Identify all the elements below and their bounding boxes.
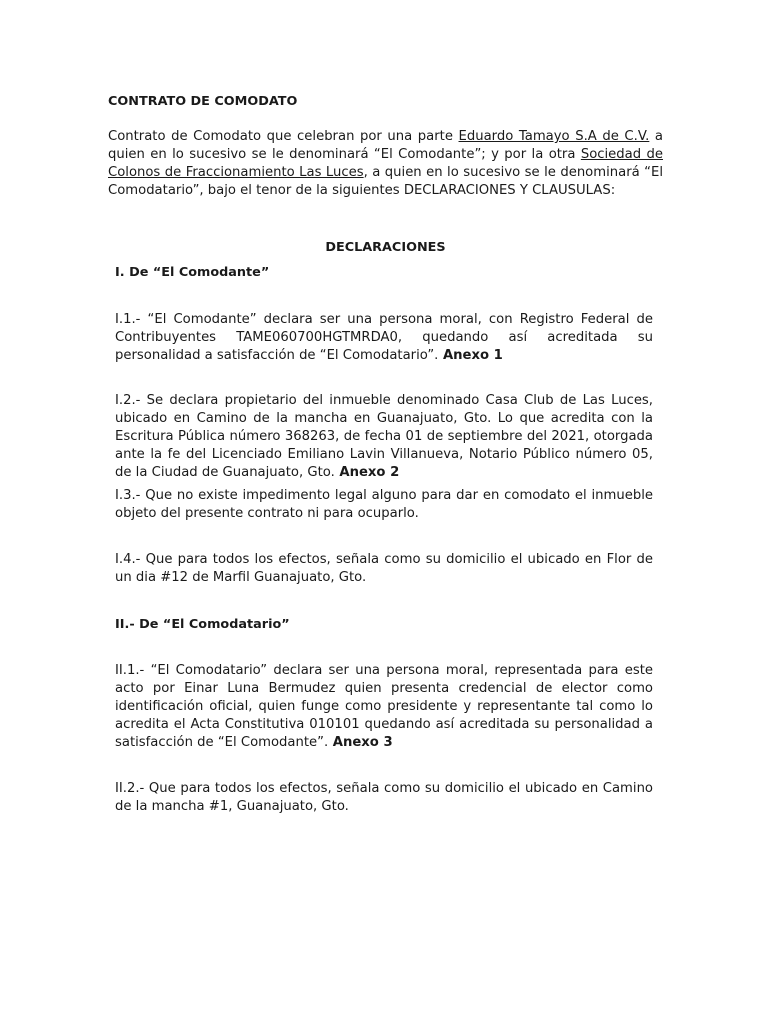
declaraciones-heading: DECLARACIONES <box>325 240 446 255</box>
declaration-ii1 <box>115 662 653 752</box>
declaration-i1 <box>115 311 653 365</box>
intro-text-3: , a quien en lo sucesivo se le denominará “El Comodatario”, bajo el tenor de la siguientes DECLARACIONES Y CLAUSULAS: <box>108 165 663 198</box>
section-2-heading: II.- De “El Comodatario” <box>115 617 290 632</box>
party-comodatario-name: Sociedad de Colonos de Fraccionamiento Las Luces <box>108 147 663 180</box>
declaration-i1-text: I.1.- “El Comodante” declara ser una persona moral, con Registro Federal de Contribuyentes TAME060700HGTMRDA0, quedando así acreditada su personalidad a satisfacción de “El Comodatario”. <box>115 312 653 363</box>
declaration-i3: I.3.- Que no existe impedimento legal alguno para dar en comodato el inmueble objeto del presente contrato ni para ocuparlo. <box>115 488 653 521</box>
declaration-ii1-text: II.1.- “El Comodatario” declara ser una persona moral, representada para este acto por Einar Luna Bermudez quien presenta credencial de elector como identificación oficial, quien funge como presidente y representante tal como lo acredita el Acta Constitutiva 010101 quedando así acreditada su personalidad a satisfacción de “El Comodante”. <box>115 663 653 750</box>
section-1-heading: I. De “El Comodante” <box>115 265 270 280</box>
annex-1-label: Anexo 1 <box>438 348 503 363</box>
intro-text-1: Contrato de Comodato que celebran por una parte <box>108 129 459 144</box>
annex-3-label: Anexo 3 <box>328 735 393 750</box>
party-comodante-name: Eduardo Tamayo S.A de C.V. <box>458 129 650 144</box>
intro-paragraph <box>108 128 663 200</box>
declaration-i2 <box>115 392 653 482</box>
declaration-i4: I.4.- Que para todos los efectos, señala como su domicilio el ubicado en Flor de un dia #12 de Marfil Guanajuato, Gto. <box>115 552 653 585</box>
intro-text-2: a quien en lo sucesivo se le denominará “El Comodante”; y por la otra <box>108 129 663 162</box>
declaration-i2-text: I.2.- Se declara propietario del inmueble denominado Casa Club de Las Luces, ubicado en Camino de la mancha en Guanajuato, Gto. Lo que acredita con la Escritura Pública número 368263, de fecha 01 de septiembre del 2021, otorgada ante la fe del Licenciado Emiliano Lavin Villanueva, Notario Público número 05, de la Ciudad de Guanajuato, Gto. <box>115 393 653 480</box>
document-title: CONTRATO DE COMODATO <box>108 94 298 109</box>
annex-2-label: Anexo 2 <box>334 465 400 480</box>
declaration-ii2: II.2.- Que para todos los efectos, señala como su domicilio el ubicado en Camino de la mancha #1, Guanajuato, Gto. <box>115 781 653 814</box>
